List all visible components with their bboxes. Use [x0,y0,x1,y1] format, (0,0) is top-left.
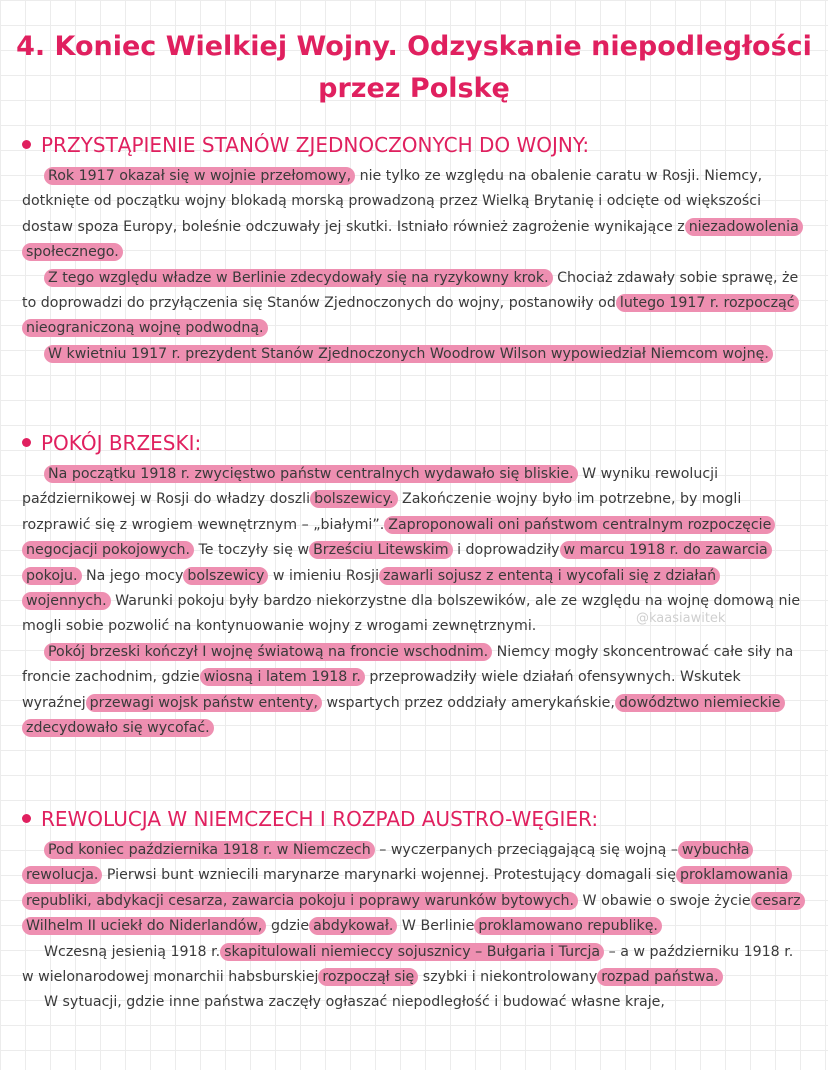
section-heading: PRZYSTĄPIENIE STANÓW ZJEDNOCZONYCH DO WOJNY: [22,132,822,158]
bullet-dot-icon [22,438,31,447]
text-run: gdzie [266,918,310,935]
highlighted-text: przewagi wojsk państw ententy, [86,694,322,712]
section-heading: POKÓJ BRZESKI: [22,430,822,456]
bullet-dot-icon [22,814,31,823]
highlighted-text: zawarli sojusz z ententą i wycofali się z działań wojennych. [22,567,720,610]
text-run: Te toczyły się w [194,542,310,559]
highlighted-text: Rok 1917 okazał się w wojnie przełomowy, [44,167,355,185]
text-run: Chociaż zdawały sobie sprawę, że to doprowadzi do przyłączenia się Stanów Zjednoczonych do wojny, postanowiły od [22,269,799,312]
text-run: i doprowadziły [452,542,560,559]
text-run: szybki i niekontrolowany [418,969,598,986]
paragraph [22,990,802,1015]
highlighted-text: cesarz Wilhelm II uciekł do Niderlandów, [22,892,805,935]
text-run: W obawie o swoje życie [578,892,751,909]
text-run: przeprowadziły wiele działań ofensywnych. Wskutek wyraźnej [22,669,741,711]
text-run: – a w październiku 1918 r. w wielonarodowej monarchii habsburskiej [22,943,794,986]
text-run: w imieniu Rosji [268,567,380,584]
paragraph [22,640,802,742]
text-run: Warunki pokoju były bardzo niekorzystne dla bolszewików, ale ze względu na wojnę domową nie mogli sobie pozwolić na kontynuowanie wojny z wrogami zewnętrznymi. [22,593,801,635]
text-run: Niemcy mogły skoncentrować całe siły na froncie zachodnim, gdzie [22,643,794,686]
text-run: wspartych przez oddziały amerykańskie, [322,694,615,711]
highlighted-text: niezadowolenia społecznego. [22,218,803,261]
highlighted-text: w marcu 1918 r. do zawarcia pokoju. [22,541,772,584]
highlighted-text: dowództwo niemieckie zdecydowało się wycofać. [22,694,785,737]
section-brest-peace [22,430,822,741]
highlighted-text: W kwietniu 1917 r. prezydent Stanów Zjednoczonych Woodrow Wilson wypowiedział Niemcom wojnę. [44,345,773,363]
highlighted-text: rozpad państwa. [597,968,722,986]
paragraph [22,342,802,367]
text-run: Na jego mocy [81,567,184,584]
text-run: Wczesną jesienią 1918 r. [44,943,221,960]
highlighted-text: Pokój brzeski kończył I wojnę światową na froncie wschodnim. [44,643,492,661]
paragraph [22,940,802,991]
paragraph [22,838,802,940]
highlighted-text: lutego 1917 r. rozpocząć nieograniczoną wojnę podwodną. [22,294,799,337]
highlighted-text: proklamowania republiki, abdykacji cesarza, zawarcia pokoju i poprawy warunków bytowych. [22,866,792,909]
title-line-1: 4. Koniec Wielkiej Wojny. Odzyskanie niepodległości [16,31,812,62]
text-run: W Berlinie [397,918,475,935]
highlighted-text: wybuchła rewolucja. [22,841,753,884]
section-heading: REWOLUCJA W NIEMCZECH I ROZPAD AUSTRO-WĘGIER: [22,806,822,832]
text-run: – wyczerpanych przeciągającą się wojną – [374,842,678,858]
highlighted-text: wiosną i latem 1918 r. [200,668,365,686]
bullet-dot-icon [22,140,31,149]
paragraph [22,164,802,266]
section-german-revolution [22,806,822,1016]
text-run: Zakończenie wojny było im potrzebne, by mogli rozprawić się z wrogiem wewnętrznym – „białymi”. [22,491,742,533]
highlighted-text: Pod koniec października 1918 r. w Niemczech [44,841,375,859]
text-run: W wyniku rewolucji październikowej w Rosji do władzy doszli [22,466,719,508]
highlighted-text: abdykował. [309,917,397,935]
paragraph [22,266,802,342]
text-run: nie tylko ze względu na obalenie caratu w Rosji. Niemcy, dotknięte od początku wojny blokadą morską prowadzoną przez Wielką Brytanię i odcięte od większości dostaw spoza Europy, boleśnie odczuwały jej skutki. Istniało również zagrożenie wynikające z [22,168,763,235]
highlighted-text: proklamowano republikę. [474,917,662,935]
highlighted-text: rozpoczął się [318,968,418,986]
watermark: @kaasiawitek [636,611,726,626]
highlighted-text: bolszewicy. [310,490,397,508]
highlighted-text: Zaproponowali oni państwom centralnym rozpoczęcie negocjacji pokojowych. [22,516,775,559]
section-usa-entry [22,132,822,367]
text-run: W sytuacji, gdzie inne państwa zaczęły ogłaszać niepodległość i budować własne kraje, [44,994,665,1011]
text-run: Pierwsi bunt wzniecili marynarze marynarki wojennej. Protestujący domagali się [102,867,676,884]
highlighted-text: Z tego względu władze w Berlinie zdecydowały się na ryzykowny krok. [44,269,553,287]
highlighted-text: Brześciu Litewskim [309,541,453,559]
highlighted-text: bolszewicy [183,567,268,585]
highlighted-text: skapitulowali niemieccy sojusznicy – Bułgaria i Turcja [220,943,604,961]
title-line-2: przez Polskę [318,73,510,104]
highlighted-text: Na początku 1918 r. zwycięstwo państw centralnych wydawało się bliskie. [44,465,578,483]
page-title [0,26,828,110]
